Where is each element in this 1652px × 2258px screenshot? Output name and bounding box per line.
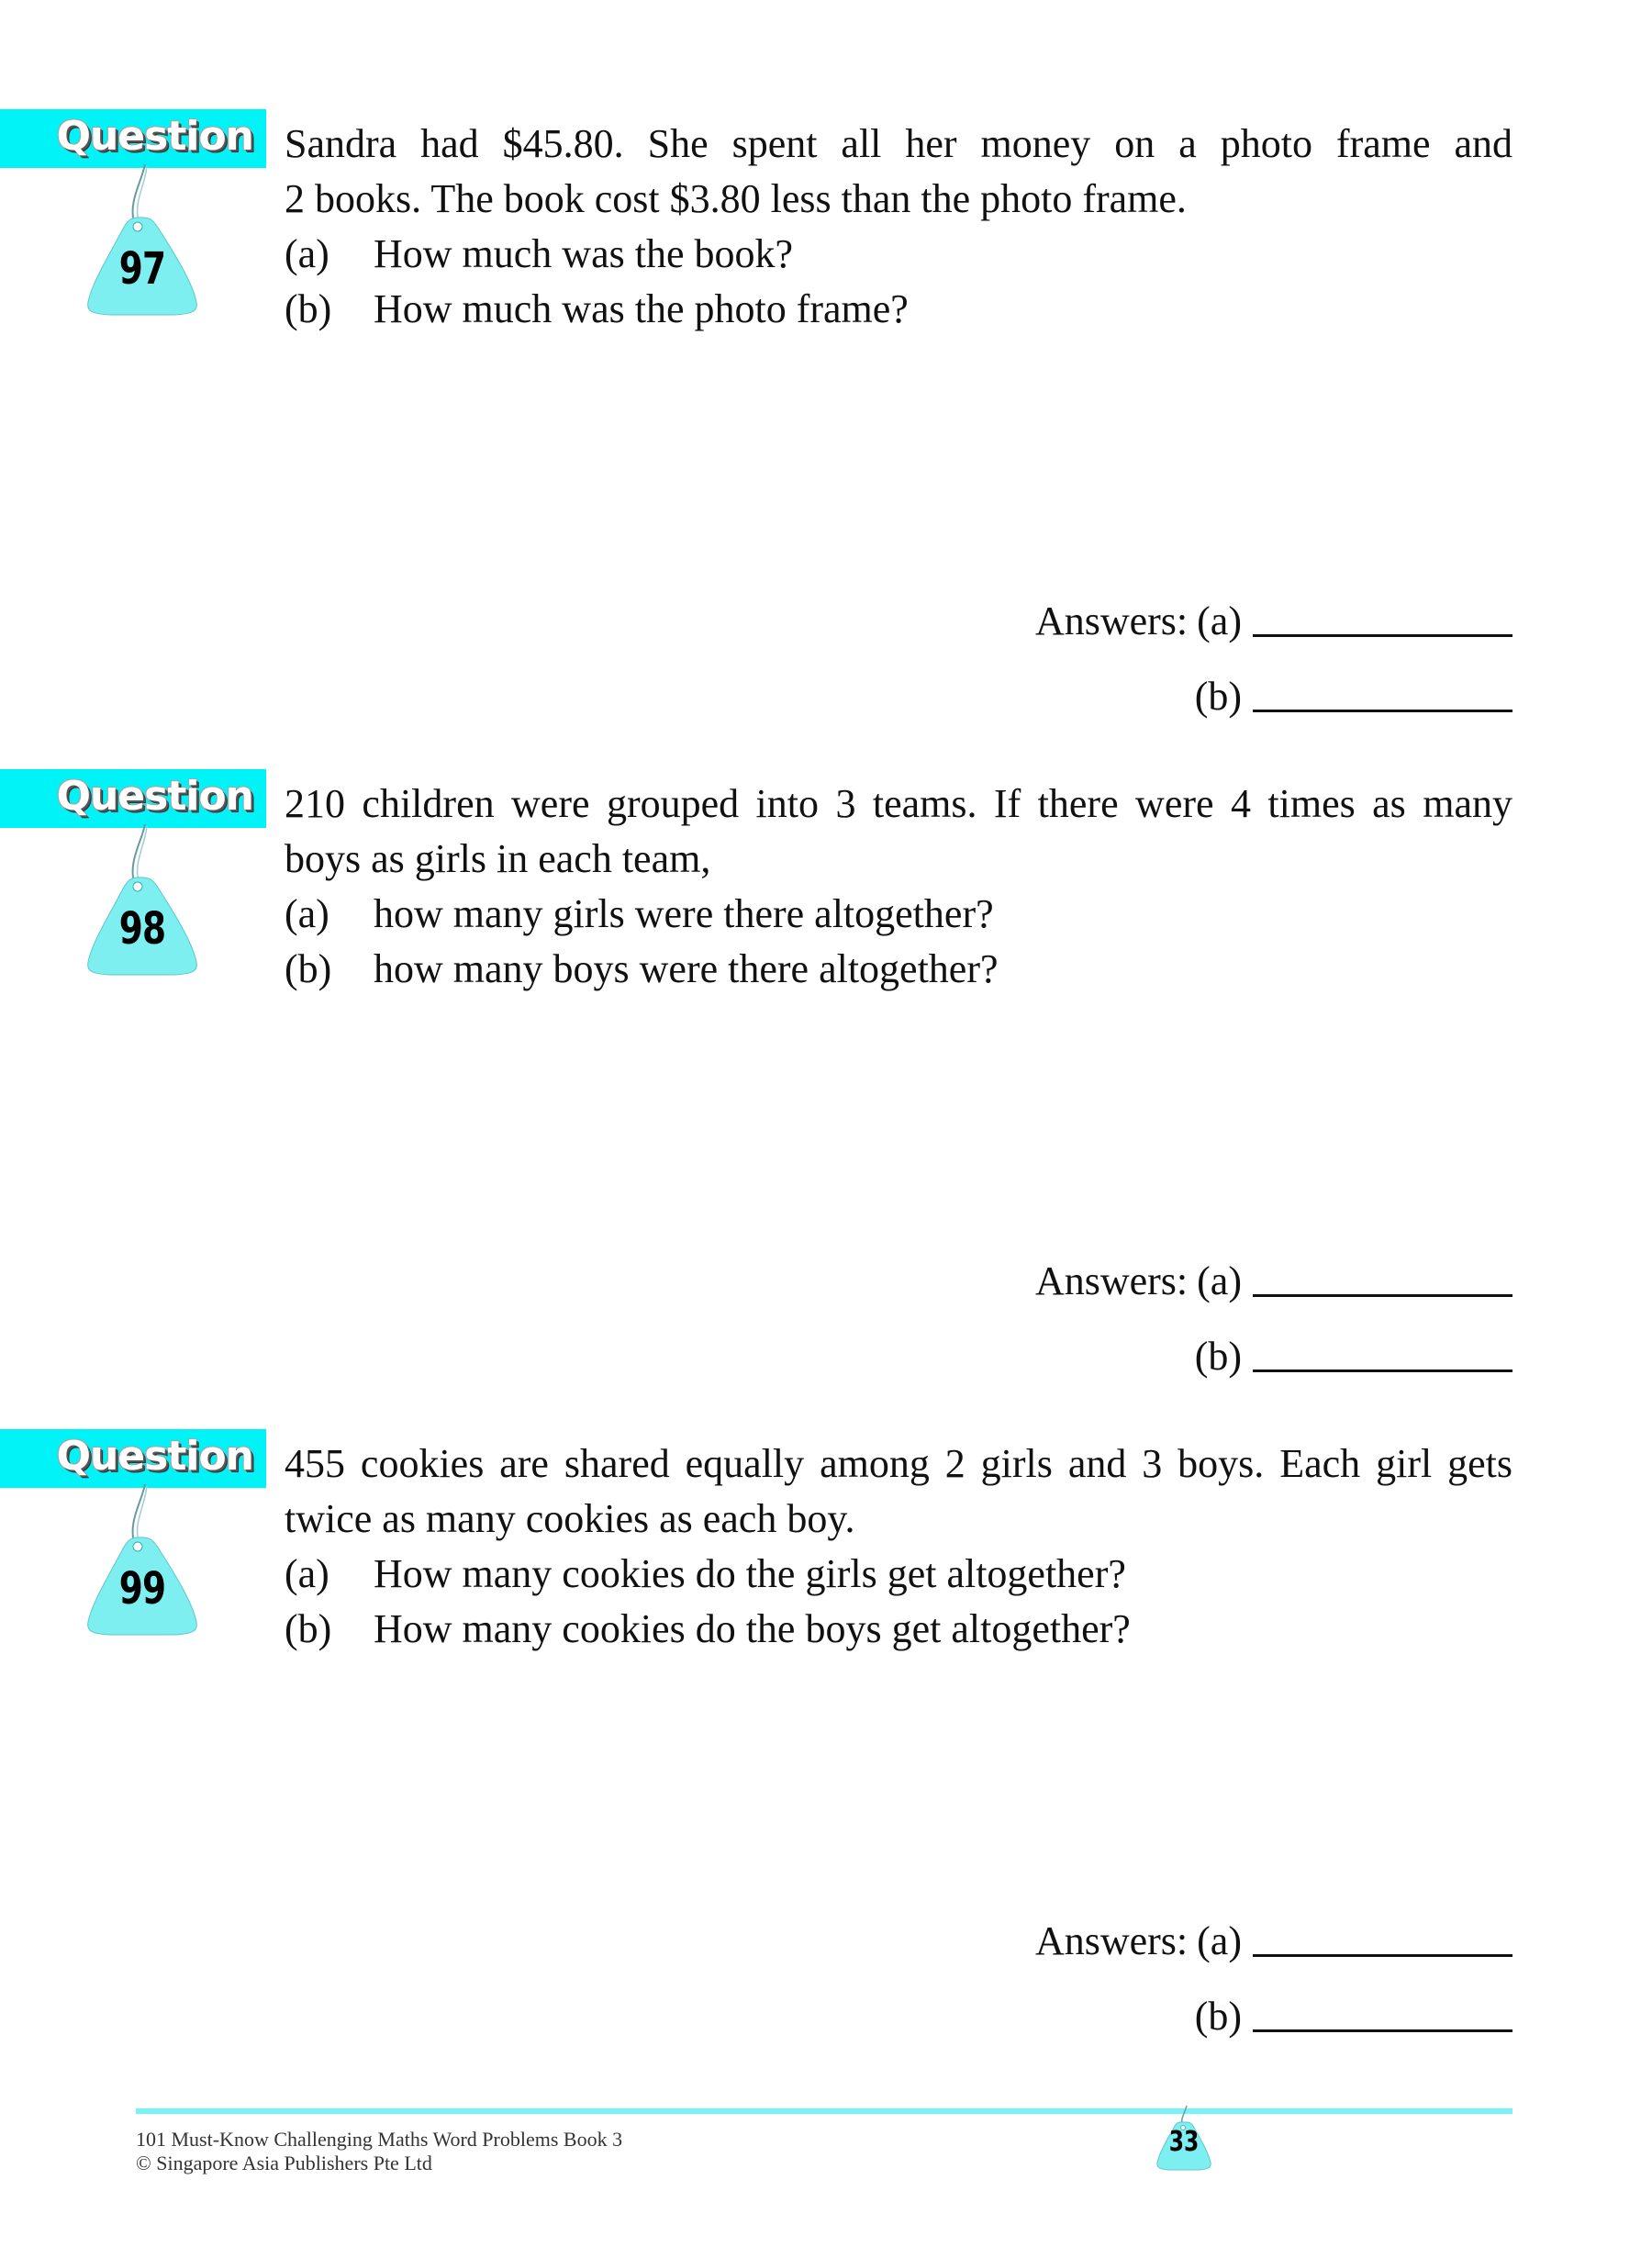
answer-a-blank[interactable] xyxy=(1253,1954,1512,1957)
question-99 xyxy=(0,1429,1652,2072)
stem-line: boys as girls in each team, xyxy=(285,836,711,881)
question-banner-label: Question xyxy=(56,773,253,820)
answer-b-row xyxy=(1195,1325,1512,1380)
answer-a-row xyxy=(1035,589,1512,644)
question-part-b xyxy=(285,942,1512,997)
footer-copyright: © Singapore Asia Publishers Pte Ltd xyxy=(136,2152,432,2174)
answer-b-label: (b) xyxy=(1194,674,1242,719)
question-text xyxy=(285,1436,1512,1657)
answer-a-row xyxy=(1035,1249,1512,1304)
page-number-tag xyxy=(1152,2104,1216,2173)
tag-icon xyxy=(73,1484,211,1640)
answer-b-blank[interactable] xyxy=(1253,710,1512,712)
answer-b-blank[interactable] xyxy=(1253,2029,1512,2032)
question-number-tag xyxy=(73,824,211,980)
part-text: How much was the photo frame? xyxy=(374,286,909,331)
question-number-tag xyxy=(73,1484,211,1640)
part-text: How many cookies do the girls get altogether? xyxy=(374,1551,1126,1596)
question-banner xyxy=(0,1429,266,1488)
question-number: 97 xyxy=(118,243,166,295)
question-banner-label: Question xyxy=(56,113,253,160)
question-part-a xyxy=(285,227,1512,282)
part-text: how many boys were there altogether? xyxy=(374,946,999,991)
answers-label: Answers: xyxy=(1034,598,1189,643)
question-part-a xyxy=(285,1547,1512,1602)
part-label: (b) xyxy=(285,946,332,991)
part-text: How many cookies do the boys get altogether? xyxy=(374,1606,1131,1651)
part-label: (a) xyxy=(285,231,329,276)
part-text: how many girls were there altogether? xyxy=(374,891,994,936)
part-text: How much was the book? xyxy=(374,231,794,276)
question-part-a xyxy=(285,887,1512,942)
part-label: (a) xyxy=(285,1551,329,1596)
question-number: 99 xyxy=(118,1563,166,1615)
stem-line: 2 books. The book cost $3.80 less than the photo frame. xyxy=(285,176,1187,221)
part-label: (b) xyxy=(285,1606,332,1651)
question-text xyxy=(285,777,1512,997)
footer-book-title: 101 Must-Know Challenging Maths Word Problems Book 3 xyxy=(136,2128,623,2151)
answer-b-blank[interactable] xyxy=(1253,1369,1512,1372)
question-banner xyxy=(0,769,266,828)
answer-a-blank[interactable] xyxy=(1253,1294,1512,1297)
answer-a-label: (a) xyxy=(1197,1918,1242,1963)
stem-line: 455 cookies are shared equally among 2 girls and 3 boys. Each girl gets xyxy=(285,1441,1512,1486)
part-label: (b) xyxy=(285,286,332,331)
answer-a-blank[interactable] xyxy=(1253,634,1512,637)
part-label: (a) xyxy=(285,891,329,936)
tag-icon xyxy=(73,164,211,320)
footer-divider xyxy=(136,2108,1512,2114)
question-banner xyxy=(0,109,266,168)
question-part-b xyxy=(285,1602,1512,1657)
question-part-b xyxy=(285,282,1512,337)
stem-line: 210 children were grouped into 3 teams. If there were 4 times as many xyxy=(285,781,1512,826)
question-number-tag xyxy=(73,164,211,320)
question-number: 98 xyxy=(118,903,166,955)
question-text xyxy=(285,117,1512,337)
tag-icon xyxy=(73,824,211,980)
question-98 xyxy=(0,769,1652,1412)
question-97 xyxy=(0,109,1652,752)
answer-a-label: (a) xyxy=(1197,598,1242,643)
page-number: 33 xyxy=(1168,2126,1200,2158)
answer-b-row xyxy=(1195,665,1512,720)
stem-line: Sandra had $45.80. She spent all her money on a photo frame and xyxy=(285,121,1512,166)
footer-text xyxy=(136,2128,622,2175)
answers-label: Answers: xyxy=(1034,1258,1189,1303)
answers-label: Answers: xyxy=(1034,1918,1189,1963)
answer-b-label: (b) xyxy=(1194,1994,1242,2039)
question-banner-label: Question xyxy=(56,1433,253,1480)
stem-line: twice as many cookies as each boy. xyxy=(285,1496,855,1541)
answer-a-label: (a) xyxy=(1197,1258,1242,1303)
answer-b-label: (b) xyxy=(1194,1334,1242,1379)
answer-a-row xyxy=(1035,1909,1512,1964)
answer-b-row xyxy=(1195,1984,1512,2040)
